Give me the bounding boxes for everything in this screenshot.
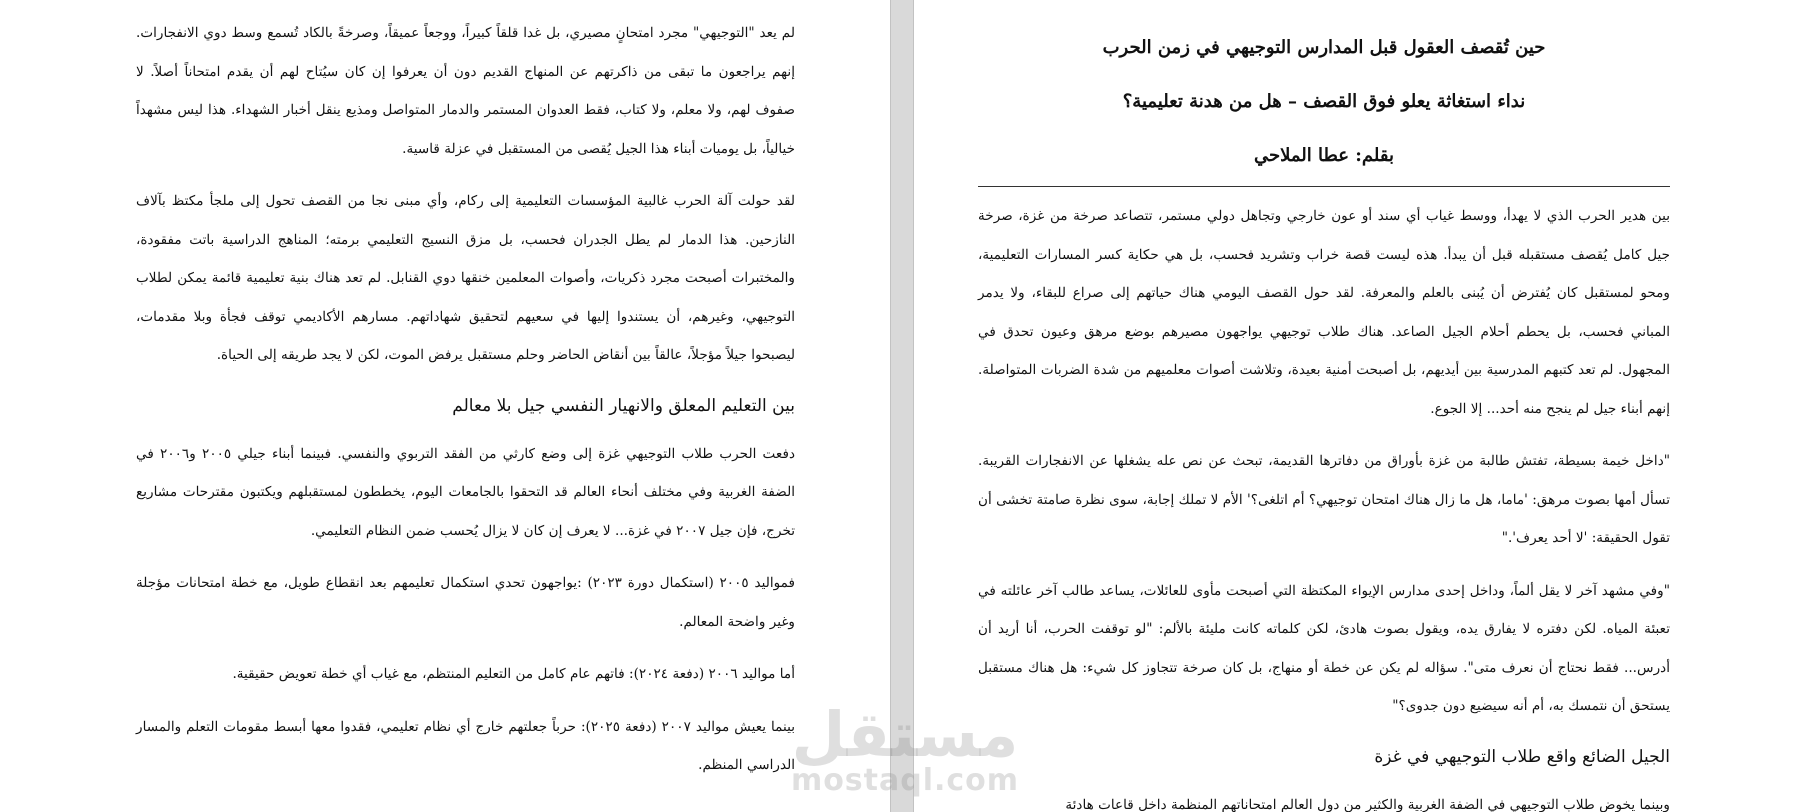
section-heading: الجيل الضائع واقع طلاب التوجيهي في غزة: [1374, 746, 1670, 767]
paragraph: أما مواليد ٢٠٠٦ (دفعة ٢٠٢٤): فاتهم عام كامل من التعليم المنتظم، مع غياب أي خطة تعويض حقيقية.: [232, 666, 795, 682]
page-gutter: [890, 0, 914, 812]
watermark-latin: mostaql.com: [790, 763, 1020, 798]
document-page-right: [914, 0, 1810, 812]
watermark-arabic: مستقل: [791, 698, 1019, 771]
section-heading: بين التعليم المعلق والانهيار النفسي جيل بلا معالم: [452, 395, 795, 416]
paragraph: فمواليد ٢٠٠٥ (استكمال دورة ٢٠٢٣) :يواجهون تحدي استكمال تعليمهم بعد انقطاع طويل، مع خطة امتحانات مؤجلة وغير واضحة المعالم.: [136, 575, 796, 630]
paragraph: لم يعد "التوجيهي" مجرد امتحانٍ مصيري، بل غدا قلقاً كبيراً، ووجعاً عميقاً، وصرخةً بالكاد تُسمع وسط دوي الانفجارات. إنهم يراجعون ما تبقى من ذاكرتهم عن المنهاج القديم دون أن يعرفوا إن كان سيُتاح لهم أن يقدم امتحاناً أصلاً. لا صفوف لهم، ولا معلم، ولا كتاب، فقط العدوان المستمر والدمار المتواصل ومذيع ينقل أخبار الشهداء. هذا ليس مشهداً خيالياً، بل يوميات أبناء هذا الجيل يُقصى من المستقبل في عزلة قاسية.: [136, 25, 795, 157]
paragraph: "وفي مشهد آخر لا يقل ألماً، وداخل إحدى مدارس الإيواء المكتظة التي أصبحت مأوى للعائلات، يساعد طالب آخر عائلته في تعبئة المياه. لكن دفتره لا يفارق يده، ويقول بصوت هادئ، لكن كلماته كانت مليئة بالألم: "لو توقفت الحرب، أنا أريد أن أدرس... فقط نحتاج أن نعرف متى". سؤاله لم يكن عن خطة أو منهاج، بل كان صرخة تتجاوز كل شيء: هل هناك مستقبل يستحق أن نتمسك به، أم أنه سيضيع دون جدوى؟": [978, 582, 1670, 714]
paragraph: "داخل خيمة بسيطة، تفتش طالبة من غزة بأوراق من دفاترها القديمة، تبحث عن نص عله يشغلها عن الانفجارات القريبة. تسأل أمها بصوت مرهق: 'ماما، هل ما زال هناك امتحان توجيهي؟ أم اتلغى؟' الأم لا تملك إجابة، سوى نظرة صامتة تخشى أن تقول الحقيقة: 'لا أحد يعرف'.": [978, 453, 1670, 546]
title-divider: [978, 186, 1670, 187]
paragraph: لقد حولت آلة الحرب غالبية المؤسسات التعليمية إلى ركام، وأي مبنى نجا من القصف تحول إلى ملجأ مكتظ بآلاف النازحين. هذا الدمار لم يطل الجدران فحسب، بل مزق النسيج التعليمي برمته؛ المناهج الدراسية باتت مفقودة، والمختبرات أصبحت مجرد ذكريات، وأصوات المعلمين خنقها دوي القنابل. لم تعد هناك بنية تعليمية قائمة يمكن لطلاب التوجيهي، وغيرهم، أن يستندوا إليها في سعيهم لتحقيق شهاداتهم. مسارهم الأكاديمي توقف فجأة وبلا مقدمات، ليصبحوا جيلاً مؤجلاً، عالقاً بين أنقاض الحاضر وحلم مستقبل يرفض الموت، لكن لا يجد طريقه إلى الحياة.: [136, 193, 795, 363]
paragraph: وبينما يخوض طلاب التوجيهي في الضفة الغربية والكثير من دول العالم امتحاناتهم المنظمة داخل قاعات هادئة: [1065, 796, 1670, 812]
document-subtitle: نداء استغاثة يعلو فوق القصف – هل من هدنة تعليمية؟: [1122, 91, 1526, 112]
paragraph: دفعت الحرب طلاب التوجيهي غزة إلى وضع كارثي من الفقد التربوي والنفسي. فبينما أبناء جيلي ٢٠٠٥ و٢٠٠٦ في الضفة الغربية وفي مختلف أنحاء العالم قد التحقوا بالجامعات اليوم، يخططون لمستقبلهم ويكتبون مقترحات مشاريع تخرج، فإن جيل ٢٠٠٧ في غزة... لا يعرف إن كان لا يزال يُحسب ضمن النظام التعليمي.: [136, 445, 796, 539]
document-page-left: [0, 0, 890, 812]
document-title: حين تُقصف العقول قبل المدارس التوجيهي في زمن الحرب: [1102, 37, 1546, 58]
title-block: [978, 28, 1670, 176]
author-byline: بقلم: عطا الملاحي: [1254, 145, 1394, 166]
paragraph: بين هدير الحرب الذي لا يهدأ، ووسط غياب أي سند أو عون خارجي وتجاهل دولي مستمر، تتصاعد صرخة من غزة، صرخة جيل كامل يُقصف مستقبله قبل أن يبدأ. هذه ليست قصة خراب وتشريد فحسب، بل هي حكاية كسر المسارات التعليمية، ومحو لمستقبل كان يُفترض أن يُبنى بالعلم والمعرفة. لقد حول القصف اليومي هناك حياتهم إلى صراع للبقاء، ولا يدمر المباني فحسب، بل يحطم أحلام الجيل الصاعد. هناك طلاب توجيهي يواجهون مصيرهم بوضع مرهق وعيون تحدق في المجهول. لم تعد كتبهم المدرسية بين أيديهم، بل أصبحت أمنية بعيدة، وتلاشت أصوات معلميهم من شدة الضربات المتواصلة. إنهم أبناء جيل لم ينجح منه أحد... إلا الجوع.: [978, 208, 1670, 417]
paragraph: بينما يعيش مواليد ٢٠٠٧ (دفعة ٢٠٢٥): حرباً جعلتهم خارج أي نظام تعليمي، فقدوا معها أبسط مقومات التعلم والمسار الدراسي المنظم.: [136, 718, 795, 773]
